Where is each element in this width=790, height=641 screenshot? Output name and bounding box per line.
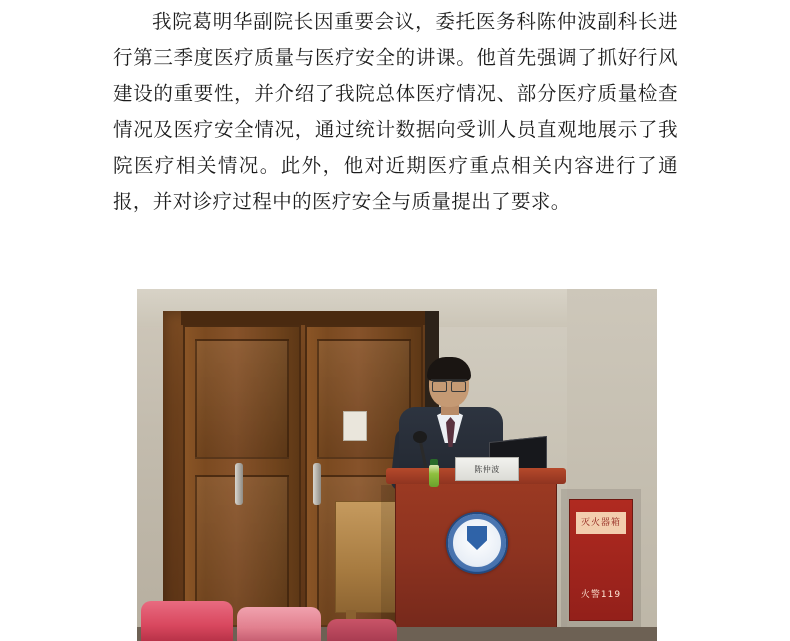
article-body xyxy=(113,4,678,220)
fire-cabinet-label-bottom: 火警119 xyxy=(580,590,622,600)
lecture-photo xyxy=(137,289,657,641)
speaker-hair xyxy=(427,357,471,381)
nameplate-text: 陈仲波 xyxy=(474,464,500,474)
speaker-nameplate xyxy=(455,457,519,481)
water-bottle xyxy=(429,465,439,487)
door-panel xyxy=(195,339,289,459)
chair xyxy=(237,607,321,641)
body-paragraph: 我院葛明华副院长因重要会议，委托医务科陈仲波副科长进行第三季度医疗质量与医疗安全的讲课。他首先强调了抓好行风建设的重要性，并介绍了我院总体医疗情况、部分医疗质量检查情况及医疗安全情况，通过统计数据向受训人员直观地展示了我院医疗相关情况。此外，他对近期医疗重点相关内容进行了通报，并对诊疗过程中的医疗安全与质量提出了要求。 xyxy=(113,10,678,213)
glasses-icon xyxy=(431,379,467,390)
microphone-icon xyxy=(413,431,427,443)
audience-chair-row xyxy=(137,595,657,641)
hospital-emblem-icon xyxy=(446,512,508,574)
door-handle xyxy=(313,463,321,505)
fire-cabinet-label-top: 灭火器箱 xyxy=(576,512,626,534)
door-frame-top xyxy=(181,311,425,325)
door-handle xyxy=(235,463,243,505)
chair xyxy=(141,601,233,641)
wall-switch-plate xyxy=(343,411,367,441)
chair xyxy=(327,619,397,641)
article-figure xyxy=(137,289,657,641)
